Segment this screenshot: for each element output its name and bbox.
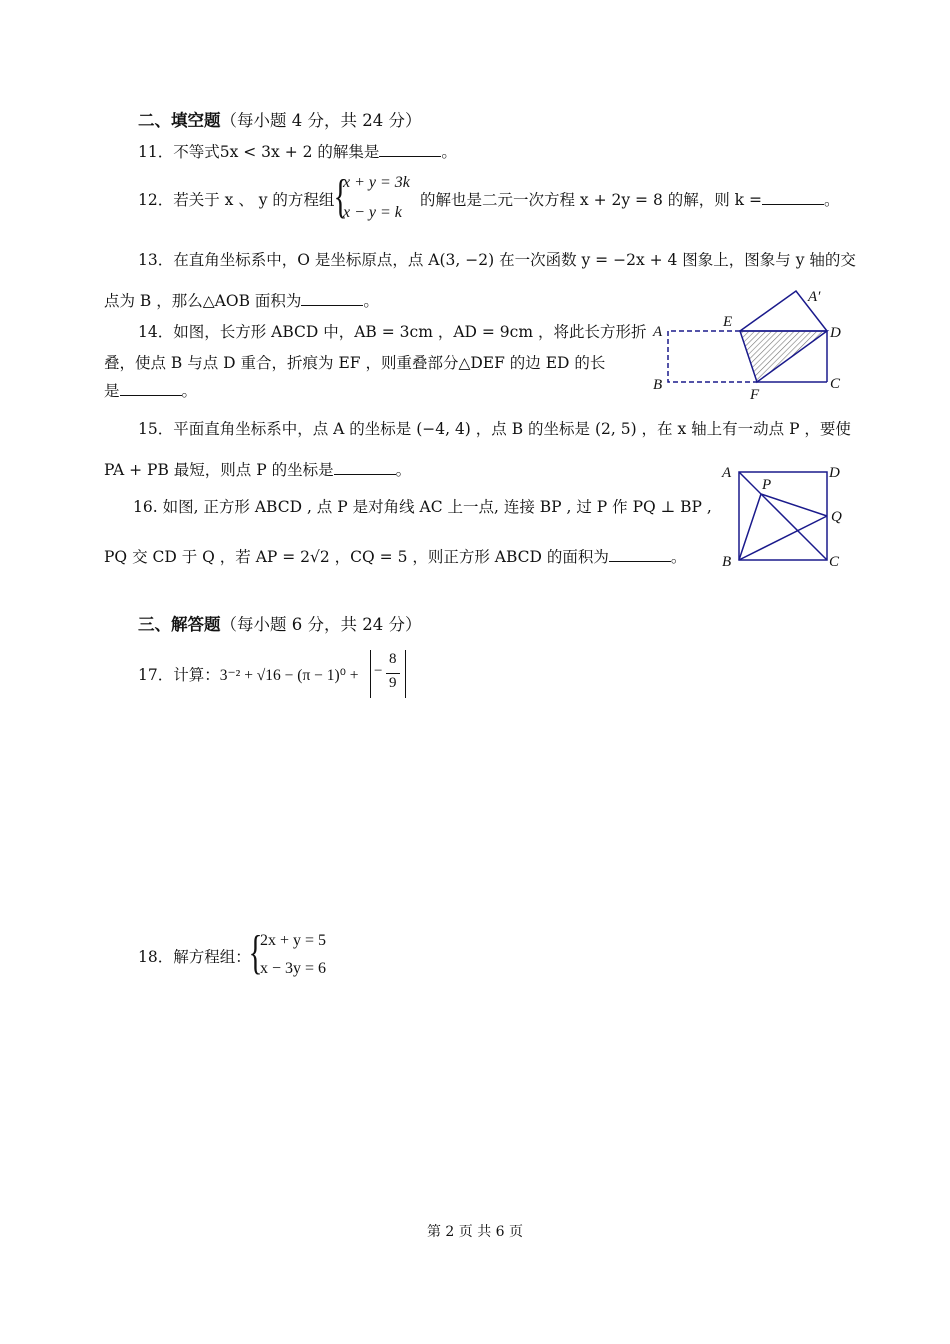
q15-end: 。 [395, 461, 412, 479]
q16-end: 。 [670, 548, 687, 566]
question-12-suffix [420, 189, 840, 211]
q17-expression: 3⁻² + √16 − (π − 1)⁰ + [219, 667, 359, 684]
section-3-title: 三、解答题 [138, 615, 221, 634]
q17-minus-sign: − [374, 663, 383, 679]
section-3-note: （每小题 6 分，共 24 分） [220, 615, 422, 634]
q14-label-b: B [653, 377, 663, 393]
q16-line-2-text: PQ 交 CD 于 Q ，若 AP = 2√2 ，CQ = 5 ，则正方形 ABCD 的面积为 [104, 548, 609, 566]
q18-system-brace: { [248, 926, 263, 979]
section-2-heading [138, 110, 421, 132]
q16-diagonal-ac [739, 472, 827, 560]
page-footer: 第 2 页 共 6 页 [426, 1224, 524, 1240]
q16-label-c: C [829, 554, 840, 570]
q14-shaded-triangle-def [740, 331, 827, 382]
q14-answer-blank [120, 380, 182, 396]
q17-fraction-denominator: 9 [389, 675, 397, 691]
q14-line-3-text: 是 [104, 382, 120, 400]
q14-label-c: C [830, 376, 841, 392]
q16-label-a: A [722, 465, 732, 481]
q17-absolute-value [370, 650, 406, 698]
q15-line-2-text: PA + PB 最短，则点 P 的坐标是 [104, 461, 334, 479]
q12-answer-blank [762, 189, 824, 205]
question-14-line-1: 14．如图，长方形 ABCD 中，AB = 3cm ，AD = 9cm ，将此长方形折 [138, 323, 647, 341]
q14-label-d: D [830, 325, 841, 341]
q14-label-a-prime: A′ [808, 289, 821, 305]
question-17 [138, 664, 359, 687]
q16-segment-pq [761, 494, 827, 516]
section-2-title: 二、填空题 [138, 111, 221, 130]
q14-label-a: A [653, 324, 663, 340]
q16-square-figure [715, 458, 855, 573]
q13-end: 。 [363, 292, 379, 310]
q12-equation-1: x + y = 3k [343, 174, 410, 191]
q14-end: 。 [181, 382, 198, 400]
question-16-line-1: 16. 如图, 正方形 ABCD , 点 P 是对角线 AC 上一点, 连接 BP , 过 P 作 PQ ⊥ BP , [133, 498, 712, 516]
q13-line-2-text: 点为 B ，那么△AOB 面积为 [104, 292, 302, 310]
q12-end: 。 [824, 191, 840, 209]
question-15-line-1: 15．平面直角坐标系中，点 A 的坐标是 (−4, 4) ，点 B 的坐标是 (2, 5) ，在 x 轴上有一动点 P ，要使 [138, 420, 851, 438]
q11-text: 11．不等式5x < 3x + 2 的解集是 [138, 143, 380, 161]
q12-system-brace: { [333, 170, 348, 223]
q11-answer-blank [379, 141, 441, 157]
q16-answer-blank [609, 546, 671, 562]
question-14-line-3 [104, 380, 197, 402]
q11-end: 。 [441, 143, 457, 161]
question-12-prefix: 12．若关于 x 、 y 的方程组 [138, 191, 335, 209]
q15-answer-blank [334, 459, 396, 475]
q16-label-b: B [722, 554, 732, 570]
section-2-note: （每小题 4 分，共 24 分） [220, 111, 422, 130]
q17-label: 17．计算： [138, 666, 220, 684]
q14-label-e: E [723, 314, 733, 330]
q14-rectangle-fold-figure [645, 282, 855, 402]
question-14-line-2: 叠，使点 B 与点 D 重合，折痕为 EF ，则重叠部分△DEF 的边 ED 的长 [104, 354, 606, 372]
q13-answer-blank [301, 290, 363, 306]
question-13-line-2 [104, 290, 379, 312]
q18-equation-2: x − 3y = 6 [260, 960, 327, 977]
question-16-line-2 [104, 546, 686, 568]
section-3-heading [138, 614, 421, 636]
q14-label-f: F [750, 387, 760, 402]
q12-suffix-text: 的解也是二元一次方程 x + 2y = 8 的解，则 k = [420, 191, 762, 209]
question-15-line-2 [104, 459, 411, 481]
q16-label-p: P [762, 477, 772, 493]
question-13-line-1: 13．在直角坐标系中，O 是坐标原点，点 A(3, −2) 在一次函数 y = −2x + 4 图象上，图象与 y 轴的交 [138, 251, 856, 269]
q17-fraction-numerator: 8 [389, 651, 397, 667]
q17-fraction-bar [386, 673, 400, 674]
q12-equation-2: x − y = k [343, 204, 402, 221]
q16-label-q: Q [831, 509, 842, 525]
q16-label-d: D [829, 465, 840, 481]
q18-equation-1: 2x + y = 5 [260, 932, 327, 949]
question-18-label: 18．解方程组： [138, 948, 251, 966]
question-11 [138, 141, 457, 163]
